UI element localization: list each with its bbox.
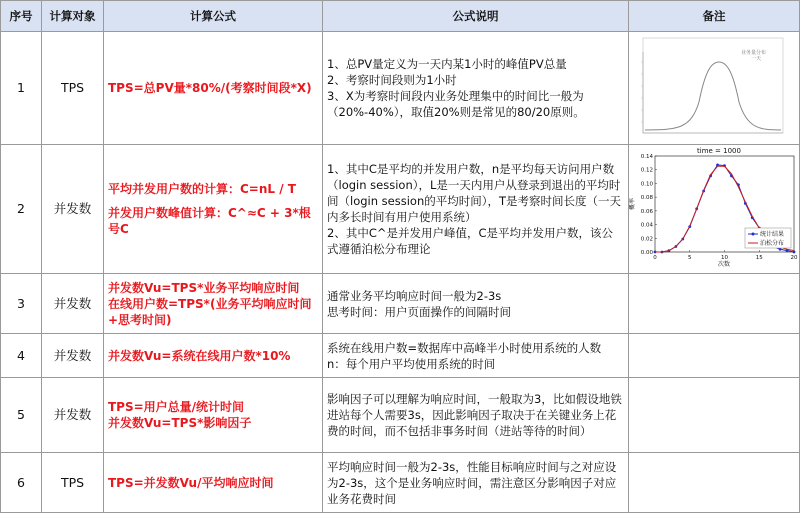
explain-line: 3、X为考察时间段内业务处理集中的时间比一般为（20%-40%），取值20%则是常见的80/20原则。: [327, 89, 585, 119]
row-formula: [104, 145, 323, 274]
table-row: [1, 145, 800, 274]
explain-line: 2、其中C^是并发用户峰值，C是平均并发用户数，该公式遵循泊松分布理论: [327, 226, 614, 256]
formula-line: TPS=总PV量*80%/(考察时间段*X): [108, 81, 312, 95]
y-tick-label: 0.08: [640, 195, 653, 202]
formula-line: 在线用户数=TPS*(业务平均响应时间+思考时间): [108, 296, 312, 327]
chart-legend: [745, 228, 791, 248]
row-formula: [104, 274, 323, 334]
explain-line: n：每个用户平均使用系统的时间: [327, 356, 496, 371]
chart-title: time = 1000: [697, 147, 741, 155]
data-point: [779, 248, 782, 251]
formula-line: TPS=用户总量/统计时间: [108, 400, 245, 414]
row-object: 并发数: [42, 378, 104, 453]
explain-line: 影响因子可以理解为响应时间，一般取为3，比如假设地铁进站每个人需要3s，因此影响因子取决于在关键业务上花费的时间，而不包括非事务时间（进站等待的时间）: [327, 392, 622, 438]
row-formula: [104, 32, 323, 145]
row-formula: [104, 334, 323, 378]
explain-line: 思考时间：用户页面操作的间隔时间: [327, 304, 511, 319]
explain-line: 1、其中C是平均的并发用户数，n是平均每天访问用户数（login session），L是一天内用户从登录到退出的平均时间（login session的平均时间），T是考察时间长度（一天内多长时间有用户使用系统）: [327, 162, 622, 224]
formula-line: 并发数Vu=TPS*影响因子: [108, 416, 252, 430]
formula-line: TPS=并发数Vu/平均响应时间: [108, 475, 274, 490]
row-no: 5: [1, 378, 42, 453]
explain-line: 通常业务平均响应时间一般为2-3s: [327, 288, 502, 303]
data-point: [793, 251, 796, 254]
row-no: 2: [1, 145, 42, 274]
explain-line: 1、总PV量定义为一天内某1小时的峰值PV总量: [327, 57, 567, 71]
row-note: [629, 334, 800, 378]
table-row: [1, 32, 800, 145]
y-tick-label: 0.06: [640, 208, 653, 215]
row-note: [629, 32, 800, 145]
header-explain: 公式说明: [323, 1, 629, 32]
poisson-chart: [629, 145, 798, 269]
row-note: [629, 145, 800, 274]
row-note: [629, 453, 800, 513]
row-no: 6: [1, 453, 42, 513]
table-row: [1, 274, 800, 334]
x-tick-label: 5: [688, 255, 692, 261]
row-explain: [323, 274, 629, 334]
explain-line: 系统在线用户数=数据库中高峰半小时使用系统的人数: [327, 340, 602, 355]
formula-line: 并发数Vu=TPS*业务平均响应时间: [108, 280, 300, 295]
y-tick-label: 0.14: [640, 154, 653, 160]
formula-line: 并发数Vu=系统在线用户数*10%: [108, 348, 291, 363]
row-object: 并发数: [42, 274, 104, 334]
header-no: 序号: [1, 1, 42, 32]
y-tick-label: 0.02: [640, 236, 653, 243]
row-object: 并发数: [42, 334, 104, 378]
row-formula: [104, 378, 323, 453]
y-tick-label: 0.00: [640, 250, 653, 256]
row-no: 3: [1, 274, 42, 334]
legend-entry-poisson: 泊松分布: [760, 240, 785, 247]
x-tick-label: 15: [755, 255, 763, 261]
row-note: [629, 378, 800, 453]
table-row: [1, 378, 800, 453]
header-note: 备注: [629, 1, 800, 32]
x-tick-label: 0: [653, 255, 657, 261]
x-tick-label: 20: [790, 255, 798, 261]
y-tick-label: 0.10: [640, 181, 653, 188]
header-formula: 计算公式: [104, 1, 323, 32]
chart-ylabel: 概率: [629, 197, 636, 211]
explain-line: 平均响应时间一般为2-3s，性能目标响应时间与之对应设为2-3s，这个是业务响应时间，需注意区分影响因子对应业务花费时间: [327, 459, 617, 506]
row-explain: [323, 378, 629, 453]
row-no: 1: [1, 32, 42, 145]
pv-distribution-chart: [629, 32, 798, 140]
chart-xlabel: 次数: [717, 261, 731, 268]
row-object: TPS: [42, 32, 104, 145]
formula-line: 并发用户数峰值计算：C^≈C + 3*根号C: [108, 206, 311, 236]
row-note: [629, 274, 800, 334]
legend-entry-stat: 统计结果: [760, 231, 785, 238]
row-explain: [323, 32, 629, 145]
y-tick-label: 0.12: [640, 167, 653, 174]
table-row: [1, 334, 800, 378]
formula-line: 平均并发用户数的计算：C=nL / T: [108, 182, 296, 196]
row-explain: [323, 334, 629, 378]
pv-legend-2: 一天: [751, 56, 762, 62]
row-formula: [104, 453, 323, 513]
y-tick-label: 0.04: [640, 222, 653, 229]
table-row: [1, 453, 800, 513]
x-tick-label: 10: [721, 255, 728, 261]
row-explain: [323, 145, 629, 274]
explain-line: 2、考察时间段则为1小时: [327, 73, 457, 87]
row-object: TPS: [42, 453, 104, 513]
row-object: 并发数: [42, 145, 104, 274]
row-explain: [323, 453, 629, 513]
header-object: 计算对象: [42, 1, 104, 32]
row-no: 4: [1, 334, 42, 378]
header-row: [1, 1, 800, 32]
pv-legend-1: 业务量分布: [741, 50, 767, 56]
